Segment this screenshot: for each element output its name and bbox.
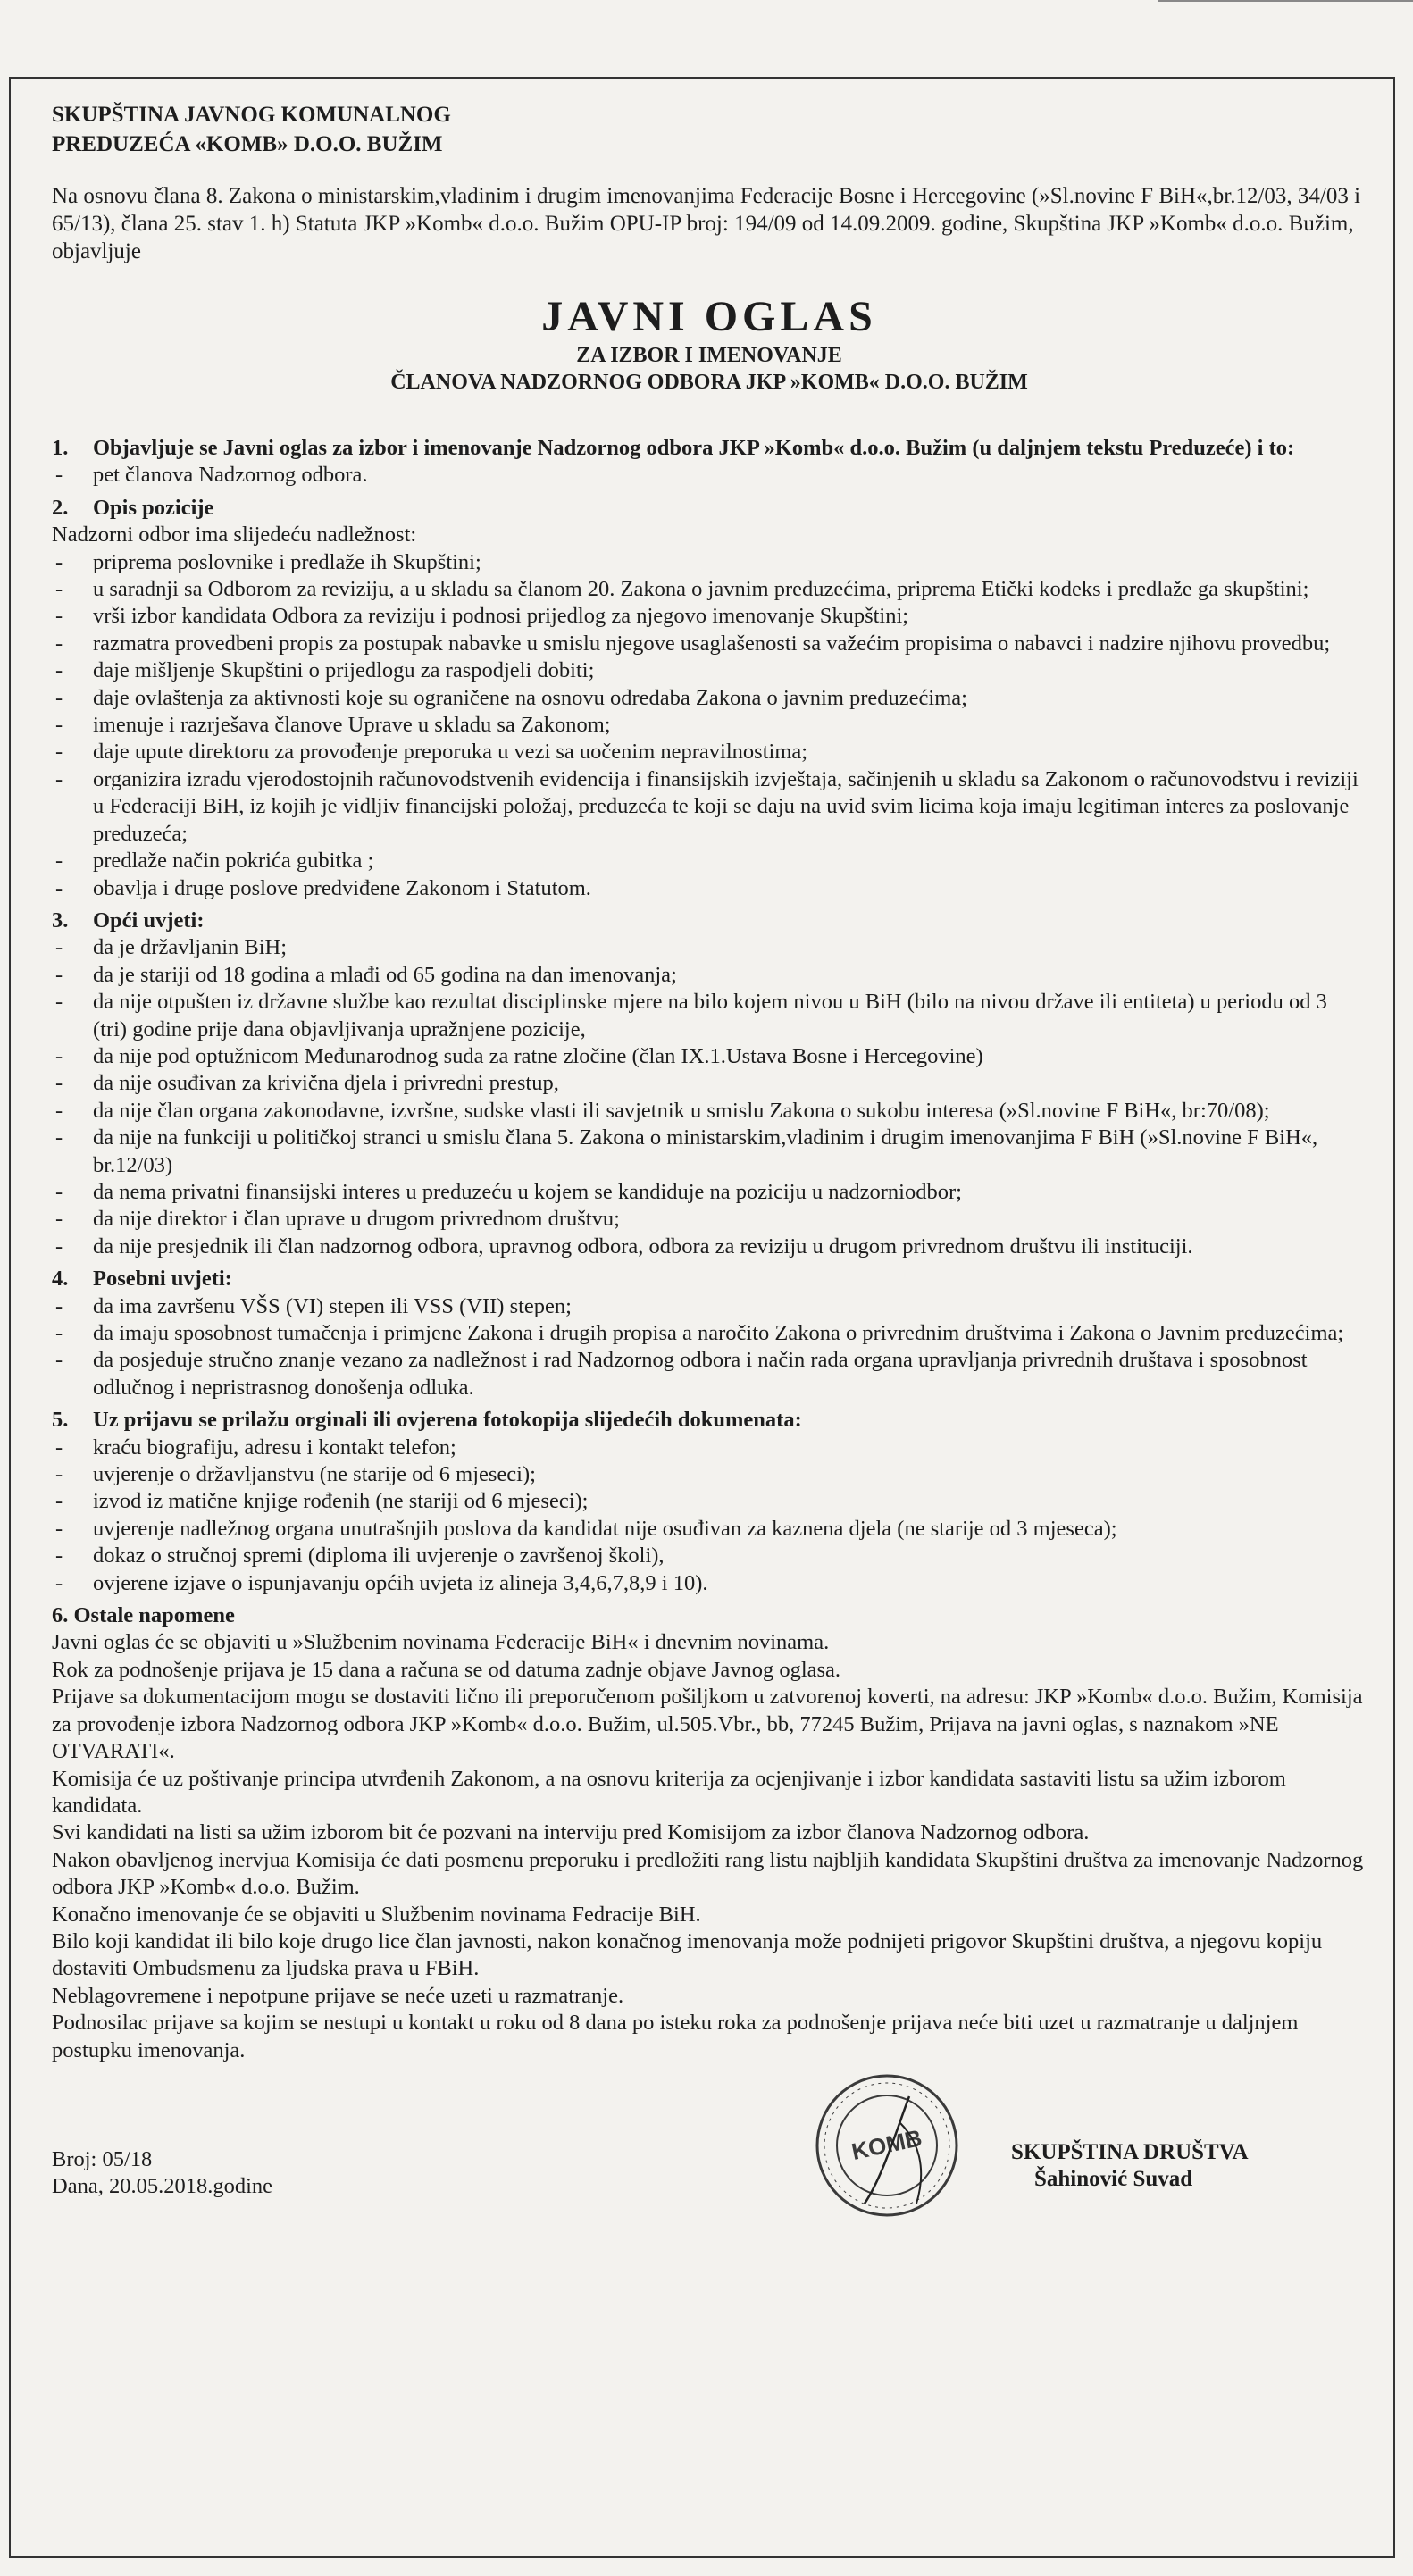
bullet-dash: - — [55, 631, 63, 656]
bullet-text: uvjerenje o državljanstvu (ne starije od 6 mjeseci); — [93, 1462, 536, 1487]
note-paragraph: Rok za podnošenje prijava je 15 dana a računa se od datuma zadnje objave Javnog oglasa. — [52, 1657, 841, 1682]
bullet-dash: - — [55, 1207, 63, 1232]
note-paragraph: Prijave sa dokumentacijom mogu se dostaviti lično ili preporučenom pošiljkom u zatvorenoj koverti, na adresu: JKP »Komb« d.o.o. Bužim, Komisija za provođenje izbora Nadzornog odbora JKP »Komb« d.o.o. Bužim, ul.505.Vbr., bb, 77245 Bužim, Prijava na javni oglas, s naznakom »NE OTVARATI«. — [52, 1685, 1363, 1764]
bullet-item — [52, 962, 1367, 989]
bullet-dash: - — [55, 1179, 63, 1204]
bullet-text: vrši izbor kandidata Odbora za reviziju i podnosi prijedlog za njegovo imenovanje Skupštini; — [93, 604, 909, 629]
note-paragraph: Bilo koji kandidat ili bilo koje drugo lice član javnosti, nakon konačnog imenovanja može podnijeti prigovor Skupštini društva, a njegovu kopiju dostaviti Ombudsmenu za ljudska prava u FBiH. — [52, 1928, 1323, 1981]
bullet-item — [52, 1488, 1367, 1515]
bullet-list — [52, 934, 1367, 1260]
bullet-dash: - — [55, 549, 63, 574]
bullet-dash: - — [55, 713, 63, 738]
org-name-line1: SKUPŠTINA JAVNOG KOMUNALNOG — [52, 103, 451, 127]
bullet-text: da je stariji od 18 godina a mlađi od 65 godina na dan imenovanja; — [93, 962, 677, 987]
note-paragraph: Javni oglas će se objaviti u »Službenim novinama Federacije BiH« i dnevnim novinama. — [52, 1630, 830, 1655]
bullet-text: u saradnji sa Odborom za reviziju, a u skladu sa članom 20. Zakona o javnim preduzećima, priprema Etički kodeks i predlaže ga skupštini; — [93, 577, 1309, 602]
bullet-item — [52, 685, 1367, 712]
bullet-dash: - — [55, 1462, 63, 1487]
bullet-item — [52, 1516, 1367, 1543]
subtitle-line1: ZA IZBOR I IMENOVANJE — [576, 344, 842, 367]
bullet-dash: - — [55, 1071, 63, 1096]
bullet-dash: - — [55, 1434, 63, 1459]
section-4 — [52, 1266, 1367, 1401]
section-number: 2. — [52, 495, 69, 520]
bullet-dash: - — [55, 1293, 63, 1318]
bullet-text: da nije presjednik ili član nadzornog odbora, upravnog odbora, odbora za reviziju u drugom privrednom društvu ili instituciji. — [93, 1234, 1193, 1259]
bullet-text: da je državljanin BiH; — [93, 935, 288, 960]
bullet-dash: - — [55, 1098, 63, 1123]
bullet-item — [52, 631, 1367, 657]
section-number: 3. — [52, 907, 69, 933]
bullet-item — [52, 1347, 1367, 1401]
bullet-item — [52, 1098, 1367, 1125]
bullet-dash: - — [55, 935, 63, 960]
bullet-item — [52, 1293, 1367, 1320]
bullet-dash: - — [55, 1489, 63, 1514]
note-paragraph: Konačno imenovanje će se objaviti u Službenim novinama Fedracije BiH. — [52, 1902, 701, 1927]
bullet-dash: - — [55, 962, 63, 987]
bullet-dash: - — [55, 1234, 63, 1259]
bullet-item — [52, 1125, 1367, 1179]
bullet-text: da nije otpušten iz državne službe kao rezultat disciplinske mjere na bilo kojem nivou u BiH (bilo na nivou države ili entiteta) u periodu od 3 (tri) godine prije dana objavljivanja upražnjene pozicije, — [93, 990, 1327, 1041]
section-heading: Posebni uvjeti: — [93, 1267, 232, 1292]
bullet-text: imenuje i razrješava članove Uprave u skladu sa Zakonom; — [93, 713, 611, 738]
bullet-text: da nema privatni finansijski interes u preduzeću u kojem se kandiduje na poziciju u nadzorniodbor; — [93, 1179, 962, 1204]
bullet-dash: - — [55, 1543, 63, 1568]
bullet-dash: - — [55, 1043, 63, 1068]
bullet-list — [52, 1434, 1367, 1597]
bullet-item — [52, 739, 1367, 765]
section-heading: Objavljuje se Javni oglas za izbor i imenovanje Nadzornog odbora JKP »Komb« d.o.o. Bužim (u daljnjem tekstu Preduzeće) i to: — [93, 436, 1295, 460]
bullet-list — [52, 462, 1367, 489]
bullet-text: uvjerenje nadležnog organa unutrašnjih poslova da kandidat nije osuđivan za kaznena djela (ne starije od 3 mjeseca); — [93, 1516, 1117, 1541]
bullet-text: izvod iz matične knjige rođenih (ne stariji od 6 mjeseci); — [93, 1489, 589, 1514]
bullet-text: da nije direktor i član uprave u drugom privrednom društvu; — [93, 1207, 620, 1232]
bullet-item — [52, 875, 1367, 902]
bullet-text: daje ovlaštenja za aktivnosti koje su ograničene na osnovu odredaba Zakona o javnim preduzećima; — [93, 685, 967, 710]
company-stamp-icon — [811, 2070, 963, 2221]
bullet-text: pet članova Nadzornog odbora. — [93, 463, 368, 488]
bullet-item — [52, 657, 1367, 684]
bullet-text: da nije osuđivan za krivična djela i privredni prestup, — [93, 1071, 559, 1096]
bullet-item — [52, 1434, 1367, 1461]
bullet-text: da ima završenu VŠS (VI) stepen ili VSS (VII) stepen; — [93, 1293, 572, 1318]
footer — [52, 2080, 1367, 2214]
bullet-text: da nije na funkciji u političkoj stranci u smislu člana 5. Zakona o ministarskim,vladinim i drugim imenovanjima F BiH (»Sl.novine F BiH«, br.12/03) — [93, 1125, 1318, 1177]
section-heading: Opis pozicije — [93, 495, 214, 520]
bullet-item — [52, 603, 1367, 630]
bullet-dash: - — [55, 990, 63, 1015]
bullet-dash: - — [55, 1321, 63, 1345]
bullet-item — [52, 934, 1367, 961]
bullet-dash: - — [55, 685, 63, 710]
bullet-item — [52, 1461, 1367, 1488]
bullet-dash: - — [55, 740, 63, 765]
subtitle-line2: ČLANOVA NADZORNOG ODBORA JKP »KOMB« D.O.O. BUŽIM — [390, 371, 1028, 394]
section-2 — [52, 495, 1367, 902]
bullet-dash: - — [55, 577, 63, 602]
bullet-item — [52, 1206, 1367, 1233]
bullet-item — [52, 989, 1367, 1043]
bullet-item — [52, 1043, 1367, 1070]
announcement-content — [52, 100, 1367, 2214]
bullet-item — [52, 462, 1367, 489]
bullet-text: da imaju sposobnost tumačenja i primjene Zakona i drugih propisa a naročito Zakona o privrednim društvima i Zakona o Javnim preduzećima; — [93, 1321, 1344, 1345]
reference-number: Broj: 05/18 — [52, 2146, 153, 2171]
bullet-text: ovjerene izjave o ispunjavanju općih uvjeta iz alineja 3,4,6,7,8,9 i 10). — [93, 1570, 708, 1595]
bullet-dash: - — [55, 463, 63, 488]
reference-block — [52, 2146, 272, 2200]
paragraph-list — [52, 1629, 1367, 2064]
bullet-dash: - — [55, 1348, 63, 1373]
signatory-name: Šahinović Suvad — [1034, 2166, 1193, 2191]
bullet-item — [52, 712, 1367, 739]
bullet-list — [52, 549, 1367, 902]
bullet-text: da posjeduje stručno znanje vezano za nadležnost i rad Nadzornog odbora i način rada organa upravljanja privrednih društava i sposobnost odlučnog i nepristrasnog donošenja odluka. — [93, 1348, 1308, 1400]
bullet-item — [52, 1070, 1367, 1097]
bullet-item — [52, 1570, 1367, 1597]
bullet-text: daje upute direktoru za provođenje preporuka u vezi sa uočenim nepravilnostima; — [93, 740, 808, 765]
bullet-text: razmatra provedbeni propis za postupak nabavke u smislu njegove usaglašenosti sa važećim propisima o nabavci i nadzire njihovu provedbu; — [93, 631, 1331, 656]
bullet-dash: - — [55, 1516, 63, 1541]
bullet-dash: - — [55, 604, 63, 629]
top-rule — [1158, 0, 1413, 2]
bullet-list — [52, 1293, 1367, 1402]
bullet-text: dokaz o stručnoj spremi (diploma ili uvjerenje o završenoj školi), — [93, 1543, 665, 1568]
bullet-text: obavlja i druge poslove predviđene Zakonom i Statutom. — [93, 875, 591, 900]
bullet-dash: - — [55, 1125, 63, 1150]
bullet-text: organizira izradu vjerodostojnih računovodstvenih evidencija i finansijskih izvještaja, sačinjenih u skladu sa Zakonom o računovodstvu i reviziji u Federaciji BiH, iz kojih je vidljiv financijski položaj, preduzeća te koji se daju na uvid svim licima koja imaju legitiman interes za poslovanje preduzeća; — [93, 766, 1359, 846]
section-3 — [52, 907, 1367, 1260]
bullet-dash: - — [55, 766, 63, 791]
bullet-text: daje mišljenje Skupštini o prijedlogu za raspodjeli dobiti; — [93, 658, 595, 683]
section-intro: Nadzorni odbor ima slijedeću nadležnost: — [52, 523, 417, 548]
org-name-line2: PREDUZEĆA «KOMB» D.O.O. BUŽIM — [52, 132, 443, 156]
section-6 — [52, 1602, 1367, 2064]
bullet-dash: - — [55, 875, 63, 900]
note-paragraph: Podnosilac prijave sa kojim se nestupi u kontakt u roku od 8 dana po isteku roka za podnošenje prijava neće biti uzet u razmatranje u daljnjem postupku imenovanja. — [52, 2011, 1299, 2062]
section-5 — [52, 1407, 1367, 1597]
bullet-item — [52, 848, 1367, 874]
section-number: 5. — [52, 1408, 69, 1433]
section-heading: 6. Ostale napomene — [52, 1603, 235, 1628]
bullet-text: da nije član organa zakonodavne, izvršne, sudske vlasti ili savjetnik u smislu Zakona o sukobu interesa (»Sl.novine F BiH«, br:70/08); — [93, 1098, 1270, 1123]
section-number: 4. — [52, 1267, 69, 1292]
signature-block — [1011, 2139, 1249, 2193]
bullet-item — [52, 766, 1367, 848]
bullet-dash: - — [55, 658, 63, 683]
bullet-text: kraću biografiju, adresu i kontakt telefon; — [93, 1434, 456, 1459]
note-paragraph: Komisija će uz poštivanje principa utvrđenih Zakonom, a na osnovu kriterija za ocjenjivanje i izbor kandidata sastaviti listu sa užim izborom kandidata. — [52, 1766, 1286, 1818]
section-heading: Opći uvjeti: — [93, 907, 205, 933]
section-heading: Uz prijavu se prilažu orginali ili ovjerena fotokopija slijedećih dokumenata: — [93, 1408, 802, 1433]
bullet-dash: - — [55, 849, 63, 874]
bullet-text: priprema poslovnike i predlaže ih Skupštini; — [93, 549, 481, 574]
document-title: JAVNI OGLAS — [541, 293, 877, 340]
bullet-item — [52, 1234, 1367, 1260]
issue-date: Dana, 20.05.2018.godine — [52, 2173, 272, 2198]
bullet-text: predlaže način pokrića gubitka ; — [93, 849, 374, 874]
bullet-item — [52, 576, 1367, 603]
signatory-title: SKUPŠTINA DRUŠTVA — [1011, 2139, 1249, 2164]
note-paragraph: Neblagovremene i nepotpune prijave se neće uzeti u razmatranje. — [52, 1983, 624, 2008]
note-paragraph: Nakon obavljenog inervjua Komisija će dati posmenu preporuku i predložiti rang listu najbljih kandidata Skupštini društva za imenovanje Nadzornog odbora JKP »Komb« d.o.o. Bužim. — [52, 1847, 1364, 1900]
bullet-item — [52, 1179, 1367, 1206]
bullet-text: da nije pod optužnicom Međunarodnog suda za ratne zločine (član IX.1.Ustava Bosne i Hercegovine) — [93, 1043, 983, 1068]
note-paragraph: Svi kandidati na listi sa užim izborom bit će pozvani na interviju pred Komisijom za izbor članova Nadzornog odbora. — [52, 1820, 1090, 1845]
bullet-dash: - — [55, 1570, 63, 1595]
bullet-item — [52, 549, 1367, 576]
section-1 — [52, 435, 1367, 489]
svg-text:KOMB: KOMB — [849, 2124, 924, 2165]
bullet-item — [52, 1320, 1367, 1347]
section-number: 1. — [52, 436, 69, 460]
intro-paragraph: Na osnovu člana 8. Zakona o ministarskim,vladinim i drugim imenovanjima Federacije Bosne i Hercegovine (»Sl.novine F BiH«,br.12/03, 34/03 i 65/13), člana 25. stav 1. h) Statuta JKP »Komb« d.o.o. Bužim OPU-IP broj: 194/09 od 14.09.2009. godine, Skupština JKP »Komb« d.o.o. Bužim, objavljuje — [52, 184, 1361, 263]
bullet-item — [52, 1543, 1367, 1569]
sections — [52, 435, 1367, 2214]
